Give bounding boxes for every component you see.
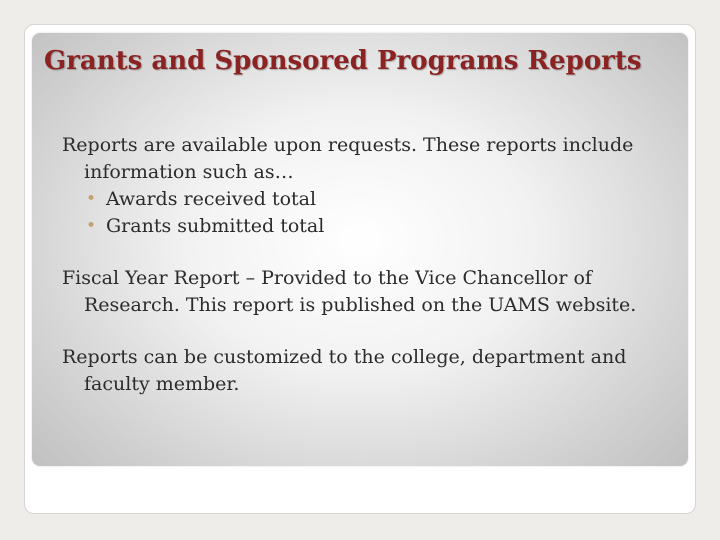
paragraph-reports-available: Reports are available upon requests. These reports include information such as… [62,134,634,183]
sub-bullet-list [62,186,682,240]
slide-body [62,132,682,398]
list-item [86,186,682,213]
list-item [86,213,682,240]
bullet-icon: • [86,189,97,209]
slide-title: Grants and Sponsored Programs Reports [44,46,642,76]
paragraph-customized-reports: Reports can be customized to the college, department and faculty member. [62,346,627,395]
list-item-label: Grants submitted total [106,215,325,237]
list-item-label: Awards received total [106,188,317,210]
paragraph-fiscal-year-report: Fiscal Year Report – Provided to the Vice Chancellor of Research. This report is published on the UAMS website. [62,267,637,316]
bullet-icon: • [86,216,97,236]
